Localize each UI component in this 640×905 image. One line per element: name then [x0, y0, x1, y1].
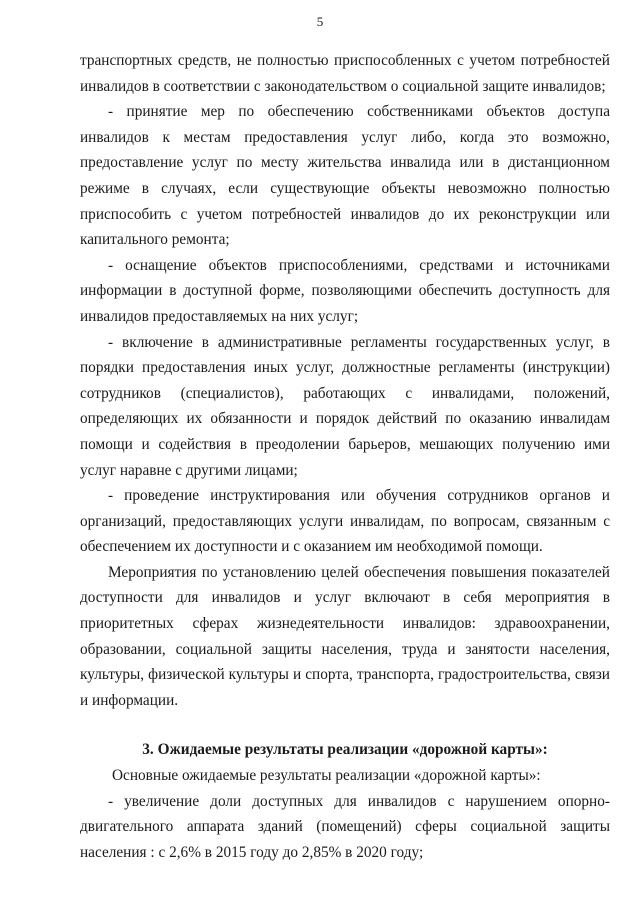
list-item-equipping-objects: - оснащение объектов приспособлениями, средствами и источниками информации в доступной форме, позволяющими обеспечить доступность для инвалидов предоставляемых на них услуг; — [80, 256, 610, 325]
list-item-staff-training: - проведение инструктирования или обучения сотрудников органов и организаций, предоставляющих услуги инвалидам, по вопросам, связанным с обеспечением их доступности и с оказанием им необходимой помощи. — [80, 487, 610, 556]
result-item-building-accessibility: - увеличение доли доступных для инвалидов с нарушением опорно-двигательного аппарата зданий (помещений) сферы социальной защиты населения : с 2,6% в 2015 году до 2,85% в 2020 году; — [80, 792, 610, 861]
document-body — [80, 48, 610, 865]
paragraph-continuation: транспортных средств, не полностью приспособленных с учетом потребностей инвалидов в соответствии с законодательством о социальной защите инвалидов; — [80, 52, 610, 95]
section-intro: Основные ожидаемые результаты реализации «дорожной карты»: — [112, 767, 541, 785]
list-item-access-measures: - принятие мер по обеспечению собственниками объектов доступа инвалидов к местам предоставления услуг либо, когда это возможно, предоставление услуг по месту жительства инвалида или в дистанционном режиме в случаях, если существующие объекты невозможно полностью приспособить с учетом потребностей инвалидов до их реконструкции или капитального ремонта; — [80, 103, 610, 249]
list-item-regulations: - включение в административные регламенты государственных услуг, в порядки предоставления иных услуг, должностные регламенты (инструкции) сотрудников (специалистов), работающих с инвалидами, положений, определяющих их обязанности и порядок действий по оказанию инвалидам помощи и содействия в преодолении барьеров, мешающих получению ими услуг наравне с другими лицами; — [80, 333, 610, 479]
section-heading: 3. Ожидаемые результаты реализации «дорожной карты»: — [142, 741, 548, 759]
paragraph-priority-spheres: Мероприятия по установлению целей обеспечения повышения показателей доступности для инвалидов и услуг включают в себя мероприятия в приоритетных сферах жизнедеятельности инвалидов: здравоохранении, образовании, социальной защиты населения, труда и занятости населения, культуры, физической культуры и спорта, транспорта, градостроительства, связи и информации. — [80, 563, 610, 709]
page-number: 5 — [316, 14, 324, 29]
